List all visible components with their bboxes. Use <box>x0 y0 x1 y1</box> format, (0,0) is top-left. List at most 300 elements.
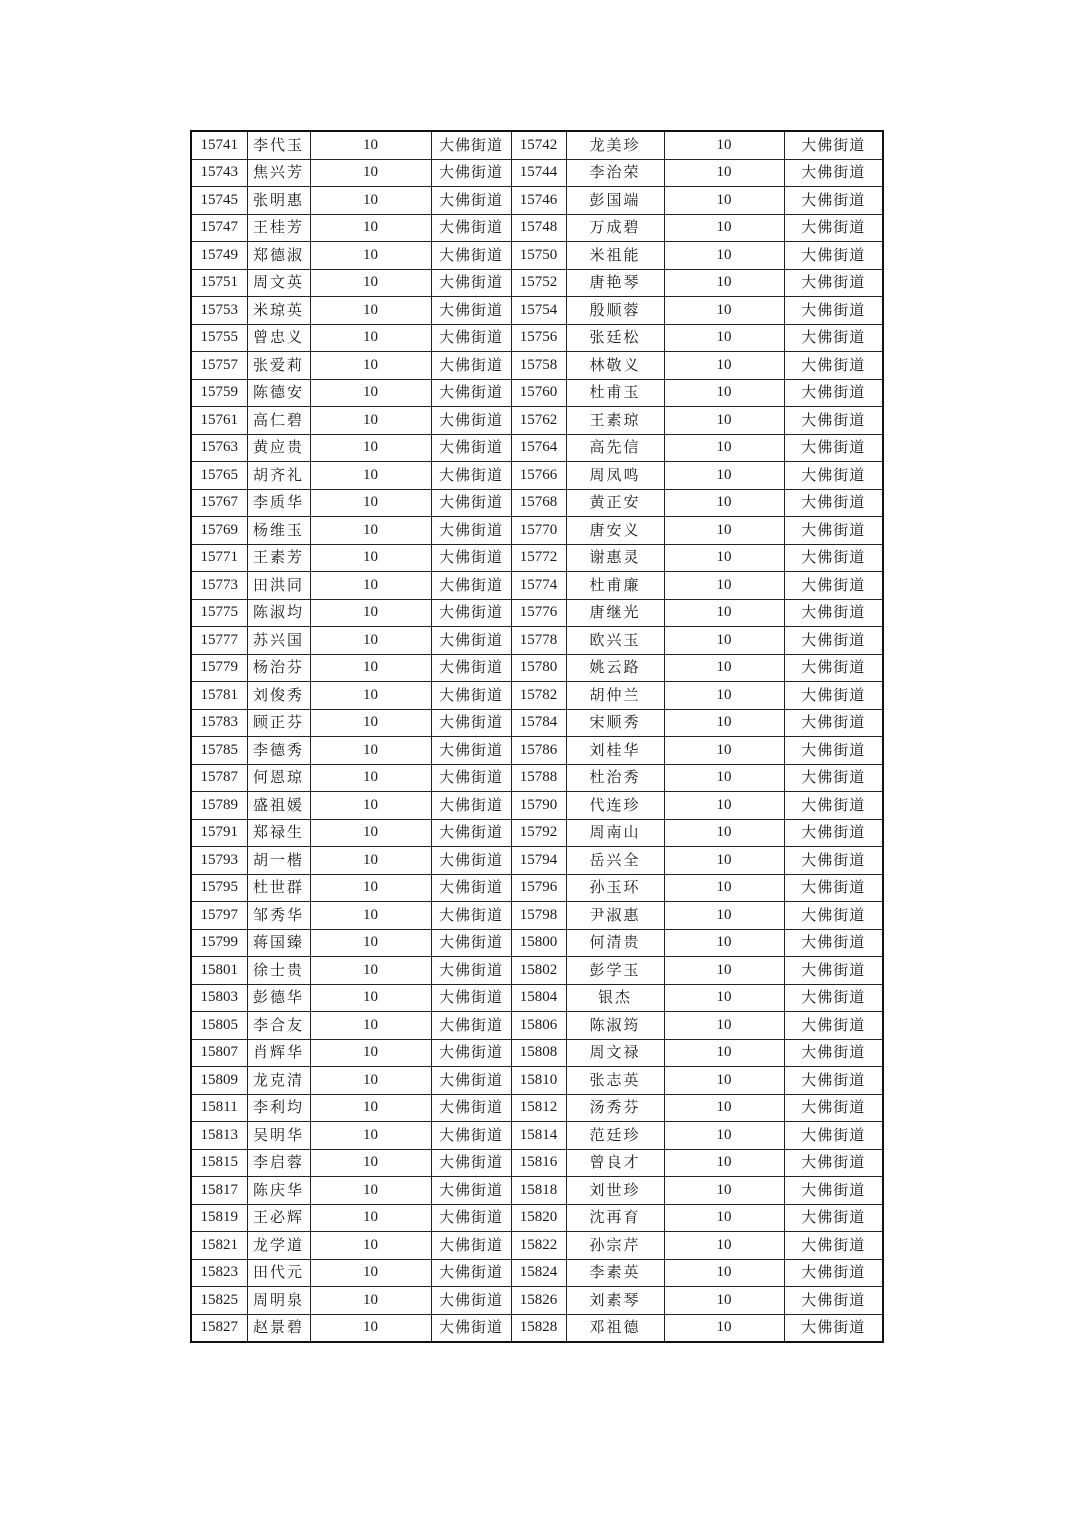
record-name: 李质华 <box>247 489 310 517</box>
record-name: 陈淑筠 <box>566 1012 664 1040</box>
table-row <box>191 407 883 435</box>
record-name: 岳兴全 <box>566 847 664 875</box>
record-amount: 10 <box>664 737 784 765</box>
record-name: 谢惠灵 <box>566 544 664 572</box>
record-location: 大佛街道 <box>431 131 511 159</box>
record-amount: 10 <box>664 682 784 710</box>
record-name: 刘素琴 <box>566 1287 664 1315</box>
record-id: 15747 <box>191 214 247 242</box>
record-id: 15816 <box>511 1149 566 1177</box>
record-amount: 10 <box>664 1177 784 1205</box>
record-id: 15823 <box>191 1259 247 1287</box>
record-name: 李利均 <box>247 1094 310 1122</box>
record-location: 大佛街道 <box>431 1094 511 1122</box>
record-name: 高先信 <box>566 434 664 462</box>
record-location: 大佛街道 <box>784 572 883 600</box>
table-row <box>191 462 883 490</box>
record-amount: 10 <box>664 517 784 545</box>
table-row <box>191 709 883 737</box>
record-location: 大佛街道 <box>431 242 511 270</box>
record-id: 15796 <box>511 874 566 902</box>
record-location: 大佛街道 <box>784 187 883 215</box>
record-id: 15777 <box>191 627 247 655</box>
record-amount: 10 <box>310 324 431 352</box>
record-location: 大佛街道 <box>784 737 883 765</box>
record-amount: 10 <box>664 1314 784 1342</box>
record-location: 大佛街道 <box>431 764 511 792</box>
record-name: 杨维玉 <box>247 517 310 545</box>
record-id: 15787 <box>191 764 247 792</box>
record-amount: 10 <box>310 1177 431 1205</box>
record-name: 姚云路 <box>566 654 664 682</box>
record-id: 15817 <box>191 1177 247 1205</box>
record-amount: 10 <box>664 131 784 159</box>
table-row <box>191 1094 883 1122</box>
record-amount: 10 <box>310 984 431 1012</box>
record-amount: 10 <box>664 434 784 462</box>
table-row <box>191 434 883 462</box>
record-amount: 10 <box>664 379 784 407</box>
record-location: 大佛街道 <box>784 929 883 957</box>
record-amount: 10 <box>664 654 784 682</box>
record-location: 大佛街道 <box>784 1287 883 1315</box>
record-name: 顾正芬 <box>247 709 310 737</box>
record-name: 郑德淑 <box>247 242 310 270</box>
record-amount: 10 <box>664 187 784 215</box>
record-name: 杜世群 <box>247 874 310 902</box>
table-row <box>191 324 883 352</box>
record-name: 米祖能 <box>566 242 664 270</box>
record-amount: 10 <box>310 737 431 765</box>
record-location: 大佛街道 <box>431 1259 511 1287</box>
table-row <box>191 1314 883 1342</box>
record-id: 15807 <box>191 1039 247 1067</box>
record-amount: 10 <box>664 1232 784 1260</box>
record-id: 15802 <box>511 957 566 985</box>
roster-body <box>191 131 883 1342</box>
record-name: 范廷珍 <box>566 1122 664 1150</box>
record-location: 大佛街道 <box>784 434 883 462</box>
record-amount: 10 <box>310 957 431 985</box>
record-amount: 10 <box>310 214 431 242</box>
record-id: 15813 <box>191 1122 247 1150</box>
record-id: 15825 <box>191 1287 247 1315</box>
record-id: 15791 <box>191 819 247 847</box>
record-location: 大佛街道 <box>784 242 883 270</box>
record-amount: 10 <box>664 929 784 957</box>
record-location: 大佛街道 <box>784 792 883 820</box>
record-amount: 10 <box>664 1287 784 1315</box>
record-id: 15782 <box>511 682 566 710</box>
record-amount: 10 <box>664 352 784 380</box>
table-row <box>191 847 883 875</box>
record-id: 15774 <box>511 572 566 600</box>
record-id: 15811 <box>191 1094 247 1122</box>
table-row <box>191 1232 883 1260</box>
record-name: 盛祖媛 <box>247 792 310 820</box>
record-amount: 10 <box>664 902 784 930</box>
record-amount: 10 <box>664 957 784 985</box>
record-amount: 10 <box>310 929 431 957</box>
record-amount: 10 <box>310 572 431 600</box>
table-row <box>191 1067 883 1095</box>
record-location: 大佛街道 <box>431 1177 511 1205</box>
record-id: 15768 <box>511 489 566 517</box>
record-location: 大佛街道 <box>784 1149 883 1177</box>
record-id: 15741 <box>191 131 247 159</box>
record-id: 15753 <box>191 297 247 325</box>
record-id: 15806 <box>511 1012 566 1040</box>
record-location: 大佛街道 <box>784 131 883 159</box>
record-name: 田代元 <box>247 1259 310 1287</box>
record-id: 15826 <box>511 1287 566 1315</box>
record-amount: 10 <box>310 1314 431 1342</box>
record-name: 张明惠 <box>247 187 310 215</box>
record-name: 陈德安 <box>247 379 310 407</box>
record-amount: 10 <box>310 517 431 545</box>
record-id: 15748 <box>511 214 566 242</box>
record-amount: 10 <box>310 599 431 627</box>
record-name: 何清贵 <box>566 929 664 957</box>
record-location: 大佛街道 <box>431 737 511 765</box>
record-id: 15788 <box>511 764 566 792</box>
record-id: 15819 <box>191 1204 247 1232</box>
record-id: 15789 <box>191 792 247 820</box>
record-location: 大佛街道 <box>431 379 511 407</box>
table-row <box>191 627 883 655</box>
table-row <box>191 242 883 270</box>
record-id: 15821 <box>191 1232 247 1260</box>
record-name: 郑禄生 <box>247 819 310 847</box>
record-id: 15742 <box>511 131 566 159</box>
record-amount: 10 <box>310 489 431 517</box>
record-id: 15808 <box>511 1039 566 1067</box>
record-amount: 10 <box>310 819 431 847</box>
record-amount: 10 <box>664 407 784 435</box>
record-name: 赵景碧 <box>247 1314 310 1342</box>
record-location: 大佛街道 <box>431 214 511 242</box>
record-amount: 10 <box>310 131 431 159</box>
record-location: 大佛街道 <box>431 1067 511 1095</box>
record-id: 15793 <box>191 847 247 875</box>
record-amount: 10 <box>664 984 784 1012</box>
record-location: 大佛街道 <box>784 984 883 1012</box>
record-id: 15756 <box>511 324 566 352</box>
record-amount: 10 <box>310 352 431 380</box>
table-row <box>191 1149 883 1177</box>
table-row <box>191 489 883 517</box>
record-id: 15824 <box>511 1259 566 1287</box>
record-location: 大佛街道 <box>431 407 511 435</box>
record-name: 沈再育 <box>566 1204 664 1232</box>
record-id: 15828 <box>511 1314 566 1342</box>
record-id: 15778 <box>511 627 566 655</box>
record-name: 林敬义 <box>566 352 664 380</box>
record-name: 彭国端 <box>566 187 664 215</box>
table-row <box>191 929 883 957</box>
record-location: 大佛街道 <box>431 1039 511 1067</box>
table-row <box>191 599 883 627</box>
record-amount: 10 <box>664 544 784 572</box>
record-name: 龙学道 <box>247 1232 310 1260</box>
record-id: 15783 <box>191 709 247 737</box>
record-amount: 10 <box>310 544 431 572</box>
table-row <box>191 572 883 600</box>
record-name: 胡一楷 <box>247 847 310 875</box>
record-id: 15772 <box>511 544 566 572</box>
record-name: 焦兴芳 <box>247 159 310 187</box>
record-id: 15810 <box>511 1067 566 1095</box>
record-id: 15746 <box>511 187 566 215</box>
record-location: 大佛街道 <box>784 544 883 572</box>
record-id: 15803 <box>191 984 247 1012</box>
record-id: 15801 <box>191 957 247 985</box>
record-location: 大佛街道 <box>784 269 883 297</box>
record-name: 王必辉 <box>247 1204 310 1232</box>
record-location: 大佛街道 <box>784 874 883 902</box>
record-location: 大佛街道 <box>784 599 883 627</box>
record-location: 大佛街道 <box>784 1122 883 1150</box>
record-id: 15765 <box>191 462 247 490</box>
record-id: 15758 <box>511 352 566 380</box>
record-name: 张廷松 <box>566 324 664 352</box>
record-id: 15775 <box>191 599 247 627</box>
record-amount: 10 <box>310 792 431 820</box>
record-name: 米琼英 <box>247 297 310 325</box>
table-row <box>191 131 883 159</box>
record-id: 15818 <box>511 1177 566 1205</box>
record-id: 15799 <box>191 929 247 957</box>
record-amount: 10 <box>664 627 784 655</box>
record-id: 15762 <box>511 407 566 435</box>
record-id: 15805 <box>191 1012 247 1040</box>
record-amount: 10 <box>310 187 431 215</box>
record-amount: 10 <box>310 709 431 737</box>
record-location: 大佛街道 <box>784 847 883 875</box>
record-id: 15761 <box>191 407 247 435</box>
record-amount: 10 <box>310 434 431 462</box>
table-row <box>191 1287 883 1315</box>
record-location: 大佛街道 <box>784 352 883 380</box>
record-id: 15767 <box>191 489 247 517</box>
record-location: 大佛街道 <box>784 214 883 242</box>
record-id: 15766 <box>511 462 566 490</box>
table-row <box>191 297 883 325</box>
record-name: 孙玉环 <box>566 874 664 902</box>
record-name: 李素英 <box>566 1259 664 1287</box>
record-id: 15776 <box>511 599 566 627</box>
record-location: 大佛街道 <box>431 984 511 1012</box>
record-id: 15812 <box>511 1094 566 1122</box>
record-location: 大佛街道 <box>784 297 883 325</box>
record-name: 胡齐礼 <box>247 462 310 490</box>
table-row <box>191 214 883 242</box>
record-location: 大佛街道 <box>431 159 511 187</box>
record-location: 大佛街道 <box>431 1204 511 1232</box>
record-name: 杜甫玉 <box>566 379 664 407</box>
record-id: 15743 <box>191 159 247 187</box>
table-row <box>191 682 883 710</box>
record-amount: 10 <box>664 572 784 600</box>
record-amount: 10 <box>310 297 431 325</box>
record-name: 杨治芬 <box>247 654 310 682</box>
record-id: 15800 <box>511 929 566 957</box>
record-amount: 10 <box>310 407 431 435</box>
record-name: 刘俊秀 <box>247 682 310 710</box>
record-id: 15752 <box>511 269 566 297</box>
record-amount: 10 <box>664 874 784 902</box>
record-amount: 10 <box>310 1259 431 1287</box>
record-name: 何恩琼 <box>247 764 310 792</box>
record-amount: 10 <box>664 819 784 847</box>
record-amount: 10 <box>310 1122 431 1150</box>
record-name: 周文禄 <box>566 1039 664 1067</box>
table-row <box>191 1259 883 1287</box>
table-row <box>191 957 883 985</box>
record-location: 大佛街道 <box>784 1314 883 1342</box>
record-name: 李代玉 <box>247 131 310 159</box>
record-amount: 10 <box>664 1149 784 1177</box>
record-name: 李德秀 <box>247 737 310 765</box>
record-id: 15749 <box>191 242 247 270</box>
record-name: 万成碧 <box>566 214 664 242</box>
record-name: 汤秀芬 <box>566 1094 664 1122</box>
record-amount: 10 <box>664 847 784 875</box>
record-amount: 10 <box>664 1122 784 1150</box>
record-name: 王素芳 <box>247 544 310 572</box>
record-name: 曾忠义 <box>247 324 310 352</box>
record-amount: 10 <box>310 654 431 682</box>
table-row <box>191 1204 883 1232</box>
record-name: 唐安义 <box>566 517 664 545</box>
record-name: 曾良才 <box>566 1149 664 1177</box>
table-row <box>191 819 883 847</box>
record-id: 15773 <box>191 572 247 600</box>
record-name: 宋顺秀 <box>566 709 664 737</box>
record-id: 15779 <box>191 654 247 682</box>
record-location: 大佛街道 <box>784 407 883 435</box>
record-location: 大佛街道 <box>784 957 883 985</box>
record-location: 大佛街道 <box>431 187 511 215</box>
table-row <box>191 764 883 792</box>
record-location: 大佛街道 <box>431 599 511 627</box>
record-name: 邹秀华 <box>247 902 310 930</box>
record-name: 杜治秀 <box>566 764 664 792</box>
record-id: 15745 <box>191 187 247 215</box>
record-name: 唐艳琴 <box>566 269 664 297</box>
record-location: 大佛街道 <box>784 819 883 847</box>
record-name: 周文英 <box>247 269 310 297</box>
record-name: 龙美珍 <box>566 131 664 159</box>
record-id: 15764 <box>511 434 566 462</box>
record-name: 王桂芳 <box>247 214 310 242</box>
record-amount: 10 <box>664 269 784 297</box>
record-location: 大佛街道 <box>784 517 883 545</box>
record-id: 15785 <box>191 737 247 765</box>
table-row <box>191 159 883 187</box>
record-location: 大佛街道 <box>431 462 511 490</box>
record-id: 15794 <box>511 847 566 875</box>
record-id: 15797 <box>191 902 247 930</box>
record-location: 大佛街道 <box>431 792 511 820</box>
record-location: 大佛街道 <box>431 1232 511 1260</box>
record-location: 大佛街道 <box>431 1012 511 1040</box>
record-amount: 10 <box>310 874 431 902</box>
record-id: 15815 <box>191 1149 247 1177</box>
record-id: 15798 <box>511 902 566 930</box>
record-name: 周南山 <box>566 819 664 847</box>
record-location: 大佛街道 <box>784 654 883 682</box>
record-location: 大佛街道 <box>431 489 511 517</box>
record-location: 大佛街道 <box>431 1314 511 1342</box>
table-row <box>191 352 883 380</box>
record-amount: 10 <box>310 379 431 407</box>
record-location: 大佛街道 <box>431 1122 511 1150</box>
record-name: 徐士贵 <box>247 957 310 985</box>
record-name: 龙克清 <box>247 1067 310 1095</box>
record-location: 大佛街道 <box>431 682 511 710</box>
record-location: 大佛街道 <box>784 1094 883 1122</box>
record-name: 黄应贵 <box>247 434 310 462</box>
record-id: 15790 <box>511 792 566 820</box>
record-id: 15760 <box>511 379 566 407</box>
record-amount: 10 <box>310 1012 431 1040</box>
table-row <box>191 984 883 1012</box>
record-name: 蒋国臻 <box>247 929 310 957</box>
record-name: 欧兴玉 <box>566 627 664 655</box>
record-amount: 10 <box>664 1012 784 1040</box>
record-location: 大佛街道 <box>431 1287 511 1315</box>
table-row <box>191 187 883 215</box>
record-name: 李启蓉 <box>247 1149 310 1177</box>
record-name: 陈淑均 <box>247 599 310 627</box>
record-name: 高仁碧 <box>247 407 310 435</box>
record-amount: 10 <box>664 297 784 325</box>
record-name: 胡仲兰 <box>566 682 664 710</box>
record-location: 大佛街道 <box>431 1149 511 1177</box>
record-id: 15804 <box>511 984 566 1012</box>
record-id: 15809 <box>191 1067 247 1095</box>
record-amount: 10 <box>664 324 784 352</box>
record-name: 周明泉 <box>247 1287 310 1315</box>
record-id: 15781 <box>191 682 247 710</box>
record-name: 黄正安 <box>566 489 664 517</box>
roster-table <box>190 130 884 1343</box>
record-amount: 10 <box>310 627 431 655</box>
record-name: 代连珍 <box>566 792 664 820</box>
record-amount: 10 <box>310 1094 431 1122</box>
record-location: 大佛街道 <box>784 1204 883 1232</box>
record-name: 刘世珍 <box>566 1177 664 1205</box>
record-id: 15827 <box>191 1314 247 1342</box>
record-id: 15751 <box>191 269 247 297</box>
record-location: 大佛街道 <box>431 709 511 737</box>
record-location: 大佛街道 <box>784 682 883 710</box>
record-id: 15786 <box>511 737 566 765</box>
record-amount: 10 <box>664 792 784 820</box>
record-amount: 10 <box>310 902 431 930</box>
record-id: 15780 <box>511 654 566 682</box>
record-location: 大佛街道 <box>431 847 511 875</box>
record-name: 李治荣 <box>566 159 664 187</box>
record-name: 田洪同 <box>247 572 310 600</box>
record-name: 彭学玉 <box>566 957 664 985</box>
table-row <box>191 792 883 820</box>
record-amount: 10 <box>310 242 431 270</box>
record-amount: 10 <box>310 682 431 710</box>
record-location: 大佛街道 <box>784 1177 883 1205</box>
record-amount: 10 <box>310 1232 431 1260</box>
